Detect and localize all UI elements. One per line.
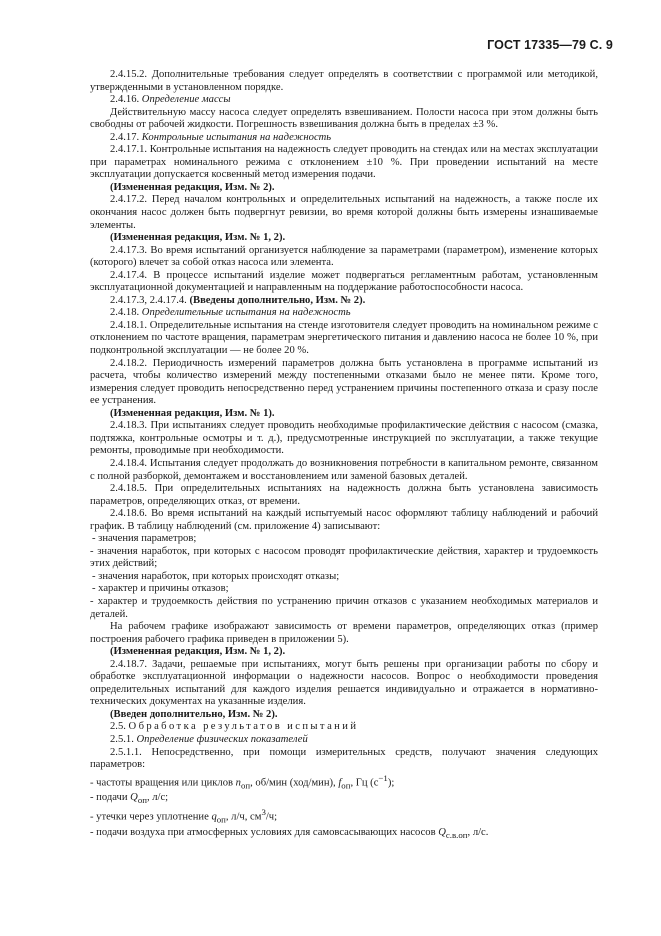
paragraph: 2.4.18.5. При определительных испытаниях на надежность должна быть установлена зависимость параметров, определяющих отказ, от времени. bbox=[90, 483, 598, 507]
section-heading bbox=[90, 307, 598, 320]
paragraph: 2.4.17.3. Во время испытаний организуется наблюдение за параметрами (параметром), изменение которых (которого) влечет за собой отказ насоса или элемента. bbox=[90, 244, 598, 269]
paragraph: 2.4.18.2. Периодичность измерений параметров должна быть установлена в программе испытаний из расчета, чтобы количество измерений между постепенными отказами было не менее пяти. Кроме того, измерения следует проводить непосредственно перед устранением причины постепенного отказа и сразу после ее устранения. bbox=[90, 357, 598, 407]
section-number: 2.4.17.3, 2.4.17.4. bbox=[110, 294, 187, 306]
page-header: ГОСТ 17335—79 С. 9 bbox=[487, 38, 613, 52]
paragraph: 2.4.18.4. Испытания следует продолжать до возникновения потребности в капитальном ремонте, связанном с полной разборкой, демонтажем и восстановлением или заменой базовых деталей. bbox=[90, 457, 598, 482]
formula-item: - утечки через уплотнение $q_{оп}$, л/ч, $см^3/ч$; bbox=[90, 807, 278, 826]
amendment-note: (Измененная редакция, Изм. № 2). bbox=[110, 181, 275, 193]
paragraph: 2.5.1.1. Непосредственно, при помощи измерительных средств, получают значения следующих параметров: bbox=[90, 746, 598, 771]
paragraph: 2.4.18.1. Определительные испытания на стенде изготовителя следует проводить на номинальном режиме с отклонением по частоте вращения, параметрам энергетического питания и давлению насоса не более 10 %, при подконтрольной эксплуатации — не более 20 %. bbox=[90, 319, 598, 357]
amendment-note: (Измененная редакция, Изм. № 1, 2). bbox=[110, 232, 286, 244]
section-number: 2.4.18. bbox=[110, 307, 140, 319]
formula-item: - частоты вращения или циклов $n_{оп}$, об/мин (ход/мин), $f_{оп}$, Гц $(с^{-1})$; bbox=[90, 772, 395, 791]
section-number: 2.5. bbox=[110, 721, 126, 733]
section-heading bbox=[90, 132, 598, 145]
section-heading bbox=[90, 721, 598, 734]
amendment-note: (Введен дополнительно, Изм. № 2). bbox=[110, 708, 278, 720]
section-heading bbox=[90, 94, 598, 107]
paragraph: 2.4.17.1. Контрольные испытания на надежность следует проводить на стендах или на местах эксплуатации при параметрах номинального режима с отклонением ±10 %. При проведении испытаний на месте эксплуатации допускается косвенный метод измерения подачи. bbox=[90, 144, 598, 181]
paragraph: Действительную массу насоса следует определять взвешиванием. Полости насоса при этом должны быть свободны от рабочей жидкости. Погрешность взвешивания должна быть в пределах ±3 %. bbox=[90, 106, 598, 131]
paragraph: 2.4.17.4. В процессе испытаний изделие может подвергаться регламентным работам, установленным эксплуатационной документацией и направленным на поддержание работоспособности насоса. bbox=[90, 269, 598, 294]
section-number: 2.4.16. bbox=[110, 94, 140, 106]
amendment-line bbox=[90, 295, 598, 308]
paragraph: 2.4.18.3. При испытаниях следует проводить необходимые профилактические действия с насосом (смазка, подтяжка, контрольные осмотры и т. д.), предусмотренные инструкцией по эксплуатации, а также текущие ремонты, проводимые при необходимости. bbox=[90, 420, 598, 457]
formula-item: - подачи $Q_{оп}$, л/с; bbox=[90, 791, 169, 805]
list-item: - характер и трудоемкость действия по устранению причин отказов с указанием необходимых материалов и деталей. bbox=[90, 595, 598, 620]
paragraph: 2.4.17.2. Перед началом контрольных и определительных испытаний на надежность, а также после их окончания насос должен быть подвергнут ревизии, во время которой должны быть измерены изнашиваемые элементы. bbox=[90, 194, 598, 231]
section-number: 2.5.1. bbox=[110, 733, 134, 745]
section-title: Определение физических показателей bbox=[136, 733, 308, 745]
section-title: Определение массы bbox=[141, 94, 231, 106]
paragraph: 2.4.15.2. Дополнительные требования следует определять в соответствии с программой или методикой, утвержденными в установленном порядке. bbox=[90, 69, 598, 93]
paragraph: На рабочем графике изображают зависимость от времени параметров, определяющих отказ (пример построения рабочего графика приведен в приложении 5). bbox=[90, 621, 598, 645]
amendment-note: (Введены дополнительно, Изм. № 2). bbox=[189, 294, 366, 306]
section-title: Контрольные испытания на надежность bbox=[141, 131, 332, 143]
paragraph: 2.4.18.7. Задачи, решаемые при испытаниях, могут быть решены при организации работы по сбору и обработке эксплуатационной информации о надежности насосов. Вопрос о необходимости проведения определительных испытаний для каждого изделия решается индивидуально и отражается в нормативно-технических документах на указанные изделия. bbox=[90, 658, 598, 708]
section-heading bbox=[90, 734, 598, 747]
section-number: 2.4.17. bbox=[110, 131, 140, 143]
paragraph: 2.4.18.6. Во время испытаний на каждый испытуемый насос оформляют таблицу наблюдений и рабочий график. В таблицу наблюдений (см. приложение 4) записывают: bbox=[90, 508, 598, 532]
amendment-note: (Измененная редакция, Изм. № 1, 2). bbox=[110, 646, 286, 658]
list-item: - значения наработок, при которых происходят отказы; bbox=[92, 570, 340, 582]
section-title: Обработка результатов испытаний bbox=[128, 721, 359, 733]
list-item: - значения параметров; bbox=[92, 533, 197, 545]
section-title: Определительные испытания на надежность bbox=[141, 307, 351, 319]
amendment-note: (Измененная редакция, Изм. № 1). bbox=[110, 407, 275, 419]
formula-item: - подачи воздуха при атмосферных условиях для самовсасывающих насосов $Q_{с.в.оп}$, л/с. bbox=[90, 826, 489, 840]
list-item: - характер и причины отказов; bbox=[92, 583, 229, 595]
list-item: - значения наработок, при которых с насосом проводят профилактические действия, характер и трудоемкость этих действий; bbox=[90, 545, 598, 570]
document-body bbox=[90, 69, 598, 841]
